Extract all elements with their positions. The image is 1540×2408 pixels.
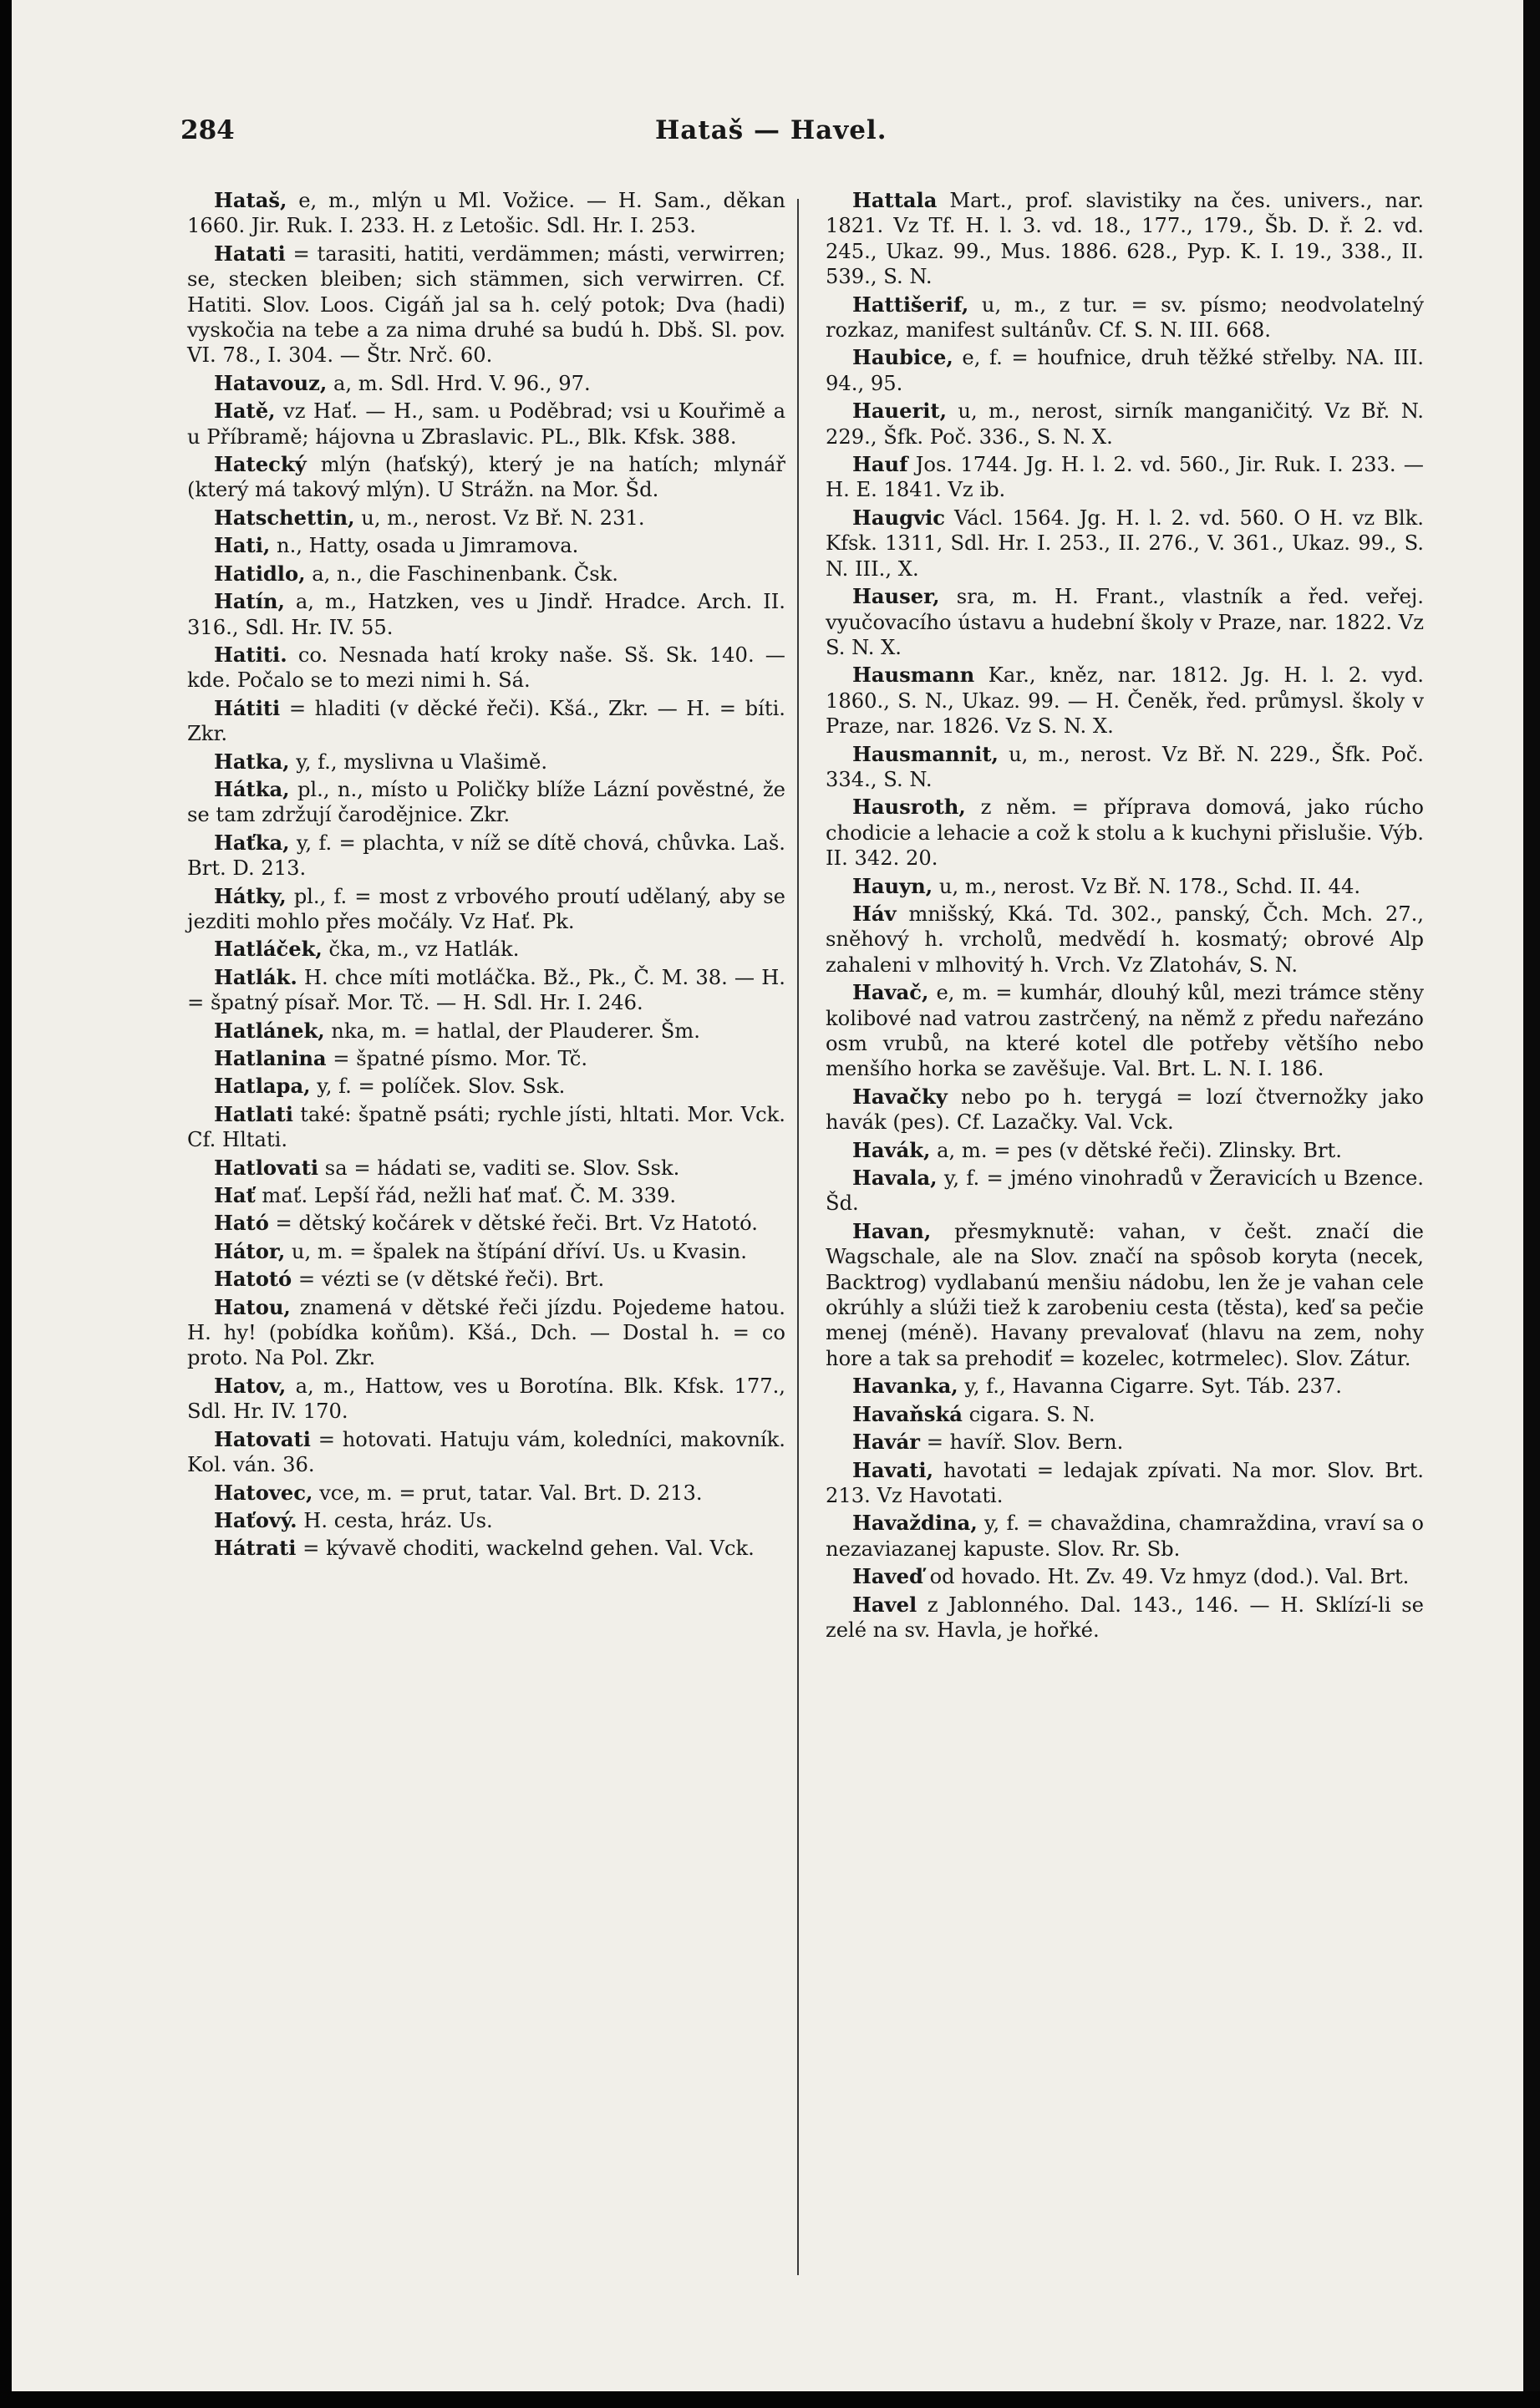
dictionary-entry <box>187 884 785 935</box>
dictionary-entry <box>187 533 785 558</box>
dictionary-entry <box>826 1219 1424 1371</box>
dictionary-entry <box>826 1511 1424 1562</box>
entry-headword: Hatlapa, <box>214 1074 311 1099</box>
dictionary-entry <box>187 1295 785 1371</box>
entry-headword: Hatiti. <box>214 642 287 667</box>
entry-headword: Háv <box>852 901 897 926</box>
dictionary-entry <box>826 292 1424 343</box>
dictionary-entry <box>826 1564 1424 1589</box>
entry-headword: Hatláček, <box>214 937 323 962</box>
entry-headword: Hausmannit, <box>852 741 999 766</box>
dictionary-entry <box>826 1402 1424 1427</box>
entry-definition: mlýn (haťský), který je na hatích; mlynář (který má takový mlýn). U Strážn. na Mor. Šd. <box>187 453 785 502</box>
entry-definition: a, n., die Faschinenbank. Čsk. <box>305 561 618 586</box>
entry-definition: = špatné písmo. Mor. Tč. <box>326 1047 588 1070</box>
dictionary-entry <box>187 1019 785 1044</box>
dictionary-entry <box>187 589 785 640</box>
entry-definition: přesmyknutě: vahan, v češt. značí die Wagschale, ale na Slov. značí na spôsob koryta (necek, Backtrog) vydlabanú menšiu nádobu, len že je vahan cele okrúhly a slúži tiež k zarobeniu cesta (těsta), keď sa pečie menej (méně). Havany prevalovať (hlavu na zem, nohy hore a tak sa prehodiť = kozelec, kotrmelec). Slov. Zátur. <box>826 1219 1424 1370</box>
entry-headword: Hausmann <box>852 663 975 688</box>
dictionary-entry <box>826 1085 1424 1135</box>
dictionary-entry <box>826 980 1424 1082</box>
entry-definition: y, f., Havanna Cigarre. Syt. Táb. 237. <box>958 1374 1342 1399</box>
dictionary-entry <box>187 1267 785 1292</box>
entry-headword: Hatotó <box>214 1267 292 1292</box>
dictionary-entry <box>826 742 1424 793</box>
entry-definition: u, m., nerost, sirník manganičitý. Vz Bř. N. 229., Šfk. Poč. 336., S. N. X. <box>826 399 1424 449</box>
entry-definition: znamená v dětské řeči jízdu. Pojedeme hatou. H. hy! (pobídka koňům). Kšá., Dch. — Dostal h. = co proto. Na Pol. Zkr. <box>187 1295 785 1370</box>
dictionary-entry <box>187 643 785 693</box>
entry-headword: Hatka, <box>214 749 290 774</box>
entry-headword: Havaždina, <box>852 1511 978 1536</box>
dictionary-entry <box>826 345 1424 396</box>
entry-headword: Haveď <box>852 1564 923 1589</box>
entry-headword: Havač, <box>852 980 929 1005</box>
entry-definition: e, f. = houfnice, druh těžké střelby. NA. III. 94., 95. <box>826 346 1424 395</box>
entry-definition: havotati = ledajak zpívati. Na mor. Slov. Brt. 213. Vz Havotati. <box>826 1458 1424 1507</box>
entry-headword: Hauyn, <box>852 873 933 898</box>
entry-headword: Hatín, <box>214 589 285 614</box>
dictionary-entry <box>187 241 785 368</box>
dictionary-entry <box>187 188 785 239</box>
entry-headword: Hausroth, <box>852 795 966 820</box>
entry-definition: Kar., kněz, nar. 1812. Jg. H. l. 2. vyd. 1860., S. N., Ukaz. 99. — H. Čeněk, řed. průmysl. školy v Praze, nar. 1826. Vz S. N. X. <box>826 663 1424 739</box>
entry-definition: = hotovati. Hatuju vám, koledníci, makovník. Kol. ván. 36. <box>187 1427 785 1477</box>
dictionary-entry <box>187 1508 785 1533</box>
entry-definition: vz Hať. — H., sam. u Poděbrad; vsi u Kouřimě a u Příbramě; hájovna u Zbraslavic. PL., Blk. Kfsk. 388. <box>187 399 785 449</box>
dictionary-entry <box>187 749 785 775</box>
column-divider <box>797 199 799 2275</box>
entry-headword: Hatlovati <box>214 1155 319 1180</box>
entry-definition: a, m., Hatzken, ves u Jindř. Hradce. Arch. II. 316., Sdl. Hr. IV. 55. <box>187 590 785 639</box>
dictionary-entry <box>187 1536 785 1561</box>
entry-definition: nka, m. = hatlal, der Plauderer. Šm. <box>324 1019 700 1043</box>
dictionary-entry <box>187 1211 785 1236</box>
entry-headword: Hatou, <box>214 1294 291 1319</box>
entry-headword: Hatov, <box>214 1373 287 1398</box>
entry-definition: = hladiti (v děcké řeči). Kšá., Zkr. — H. = bíti. Zkr. <box>187 696 785 746</box>
dictionary-entry <box>187 1239 785 1264</box>
entry-definition: n., Hatty, osada u Jimramova. <box>270 534 579 558</box>
page-number: 284 <box>180 115 235 145</box>
dictionary-entry <box>187 831 785 881</box>
entry-definition: od hovado. Ht. Zv. 49. Vz hmyz (dod.). Val. Brt. <box>922 1565 1410 1589</box>
dictionary-entry <box>826 874 1424 899</box>
entry-headword: Hatlanina <box>214 1046 327 1070</box>
entry-definition: y, f. = plachta, v níž se dítě chová, chůvka. Laš. Brt. D. 213. <box>187 831 785 881</box>
entry-headword: Hátiti <box>214 695 281 720</box>
dictionary-entry <box>187 399 785 450</box>
entry-definition: u, m. = špalek na štípání dříví. Us. u Kvasin. <box>285 1239 747 1263</box>
dictionary-entry <box>826 584 1424 660</box>
entry-headword: Hatavouz, <box>214 370 328 395</box>
entry-definition: y, f. = jméno vinohradů v Žeravicích u Bzence. Šd. <box>826 1166 1424 1216</box>
entry-headword: Hatovec, <box>214 1480 313 1505</box>
dictionary-entry <box>187 452 785 503</box>
entry-definition: cigara. S. N. <box>962 1402 1095 1426</box>
dictionary-entry <box>187 965 785 1016</box>
entry-headword: Hattala <box>852 188 938 212</box>
entry-headword: Hatecký <box>214 452 307 477</box>
entry-headword: Havačky <box>852 1084 948 1109</box>
dictionary-entry <box>826 399 1424 450</box>
entry-headword: Hauf <box>852 452 908 477</box>
dictionary-entry <box>187 1156 785 1181</box>
entry-definition: pl., n., místo u Poličky blíže Lázní pověstné, že se tam zdržují čarodějnice. Zkr. <box>187 777 785 827</box>
entry-definition: e, m. = kumhár, dlouhý kůl, mezi trámce stěny kolibové nad vatrou zastrčený, na němž z předu nařezáno osm vrubů, na které kotel dle potřeby většího nebo menšího horka se zavěšuje. Val. Brt. L. N. I. 186. <box>826 981 1424 1081</box>
entry-definition: mať. Lepší řád, nežli hať mať. Č. M. 339. <box>255 1184 677 1208</box>
dictionary-entry <box>826 1374 1424 1399</box>
scan-edge <box>1523 0 1540 2391</box>
dictionary-entry <box>187 1427 785 1478</box>
entry-definition: pl., f. = most z vrbového proutí udělaný, aby se jezditi mohlo přes močály. Vz Hať. Pk. <box>187 884 785 933</box>
entry-headword: Hatě, <box>214 399 276 424</box>
entry-headword: Hati, <box>214 533 271 558</box>
entry-headword: Hatidlo, <box>214 561 306 586</box>
entry-headword: Hať <box>214 1183 256 1208</box>
dictionary-entry <box>187 696 785 747</box>
entry-definition: = dětský kočárek v dětské řeči. Brt. Vz Hatotó. <box>268 1212 758 1236</box>
entry-headword: Havala, <box>852 1166 938 1191</box>
entry-headword: Hátor, <box>214 1238 286 1263</box>
entry-headword: Haťový. <box>214 1507 297 1532</box>
dictionary-entry <box>187 561 785 587</box>
dictionary-entry <box>187 1046 785 1071</box>
entry-definition: sra, m. H. Frant., vlastník a řed. veřej. vyučovacího ústavu a hudební školy v Praze, nar. 1822. Vz S. N. X. <box>826 585 1424 659</box>
entry-definition: vce, m. = prut, tatar. Val. Brt. D. 213. <box>313 1481 703 1505</box>
entry-definition: y, f. = chavaždina, chamraždina, vraví sa o nezaviazanej kapuste. Slov. Rr. Sb. <box>826 1511 1424 1561</box>
entry-definition: u, m., z tur. = sv. písmo; neodvolatelný rozkaz, manifest sultánův. Cf. S. N. III. 668. <box>826 292 1424 343</box>
entry-headword: Hatschettin, <box>214 505 355 530</box>
entry-headword: Havel <box>852 1592 917 1617</box>
dictionary-entry <box>187 777 785 828</box>
entry-headword: Havák, <box>852 1137 931 1162</box>
dictionary-entry <box>826 1593 1424 1643</box>
entry-definition: = havíř. Slov. Bern. <box>920 1430 1124 1455</box>
entry-headword: Hattišerif, <box>852 292 969 317</box>
dictionary-entry <box>826 1430 1424 1455</box>
entry-headword: Havár <box>852 1430 920 1455</box>
entry-definition: = vézti se (v dětské řeči). Brt. <box>292 1268 605 1292</box>
entry-definition: nebo po h. terygá = lozí čtvernožky jako havák (pes). Cf. Lazačky. Val. Vck. <box>826 1085 1424 1135</box>
entry-headword: Hatlati <box>214 1101 293 1126</box>
entry-headword: Havaňská <box>852 1401 963 1426</box>
left-column <box>187 188 785 1564</box>
entry-definition: a, m. Sdl. Hrd. V. 96., 97. <box>327 371 591 395</box>
dictionary-entry <box>187 1481 785 1506</box>
dictionary-entry <box>826 795 1424 871</box>
entry-definition: = kývavě choditi, wackelnd gehen. Val. Vck. <box>296 1537 755 1561</box>
entry-definition: Jos. 1744. Jg. H. l. 2. vd. 560., Jir. Ruk. I. 233. — H. E. 1841. Vz ib. <box>826 453 1424 502</box>
dictionary-entry <box>187 371 785 396</box>
dictionary-entry <box>826 505 1424 582</box>
entry-definition: z něm. = příprava domová, jako rúcho chodicie a lehacie a což k stolu a k kuchyni přislušie. Výb. II. 342. 20. <box>826 795 1424 871</box>
entry-headword: Havan, <box>852 1218 932 1243</box>
entry-definition: u, m., nerost. Vz Bř. N. 229., Šfk. Poč. 334., S. N. <box>826 742 1424 791</box>
dictionary-entry <box>826 902 1424 978</box>
dictionary-entry <box>826 1138 1424 1163</box>
dictionary-page <box>12 0 1526 2391</box>
entry-definition: u, m., nerost. Vz Bř. N. 178., Schd. II. 44. <box>933 874 1361 898</box>
right-column <box>826 188 1424 1645</box>
entry-definition: a, m., Hattow, ves u Borotína. Blk. Kfsk. 177., Sdl. Hr. IV. 170. <box>187 1374 785 1424</box>
entry-headword: Hauerit, <box>852 399 948 424</box>
entry-headword: Hatlánek, <box>214 1018 325 1043</box>
entry-headword: Havanka, <box>852 1374 958 1399</box>
entry-definition: Mart., prof. slavistiky na čes. univers., nar. 1821. Vz Tf. H. l. 3. vd. 18., 177., 179., Šb. D. ř. 2. vd. 245., Ukaz. 99., Mus. 1886. 628., Pyp. K. I. 19., 338., II. 539., S. N. <box>826 189 1424 289</box>
dictionary-entry <box>826 1166 1424 1217</box>
dictionary-entry <box>826 663 1424 739</box>
entry-headword: Hauser, <box>852 584 940 609</box>
dictionary-entry <box>187 505 785 531</box>
entry-definition: a, m. = pes (v dětské řeči). Zlinsky. Brt. <box>930 1138 1342 1162</box>
dictionary-entry <box>187 937 785 962</box>
entry-definition: u, m., nerost. Vz Bř. N. 231. <box>354 505 645 530</box>
entry-headword: Haubice, <box>852 345 953 370</box>
dictionary-entry <box>187 1074 785 1099</box>
dictionary-entry <box>187 1183 785 1208</box>
dictionary-entry <box>826 188 1424 290</box>
entry-definition: co. Nesnada hatí kroky naše. Sš. Sk. 140. — kde. Počalo se to mezi nimi h. Sá. <box>187 643 785 693</box>
entry-definition: y, f., myslivna u Vlašimě. <box>289 749 548 774</box>
entry-headword: Hatovati <box>214 1426 311 1451</box>
entry-definition: = tarasiti, hatiti, verdämmen; másti, verwirren; se, stecken bleiben; sich stämmen, sich verwirren. Cf. Hatiti. Slov. Loos. Cigáň jal sa h. celý potok; Dva (hadi) vyskočia na tebe a za nima druhé sa budú h. Dbš. Sl. pov. VI. 78., I. 304. — Štr. Nrč. 60. <box>187 241 785 368</box>
entry-definition: mnišský, Kká. Td. 302., panský, Čch. Mch. 27., sněhový h. vrcholů, medvědí h. kosmatý; obrové Alp zahaleni v mlhovitý h. Vrch. Vz Zlatoháv, S. N. <box>826 902 1424 977</box>
entry-definition: H. cesta, hráz. Us. <box>297 1508 493 1532</box>
entry-headword: Haťka, <box>214 830 290 855</box>
entry-definition: e, m., mlýn u Ml. Vožice. — H. Sam., děkan 1660. Jir. Ruk. I. 233. H. z Letošic. Sdl. Hr. I. 253. <box>187 189 785 238</box>
entry-definition: H. chce míti motláčka. Bž., Pk., Č. M. 38. — H. = špatný písař. Mor. Tč. — H. Sdl. Hr. I. 246. <box>187 965 785 1015</box>
entry-definition: čka, m., vz Hatlák. <box>322 937 520 962</box>
entry-definition: y, f. = políček. Slov. Ssk. <box>310 1074 566 1099</box>
dictionary-entry <box>826 1458 1424 1509</box>
entry-headword: Havati, <box>852 1457 934 1482</box>
entry-headword: Hátka, <box>214 776 290 801</box>
entry-definition: také: špatně psáti; rychle jísti, hltati. Mor. Vck. Cf. Hltati. <box>187 1102 785 1152</box>
entry-headword: Hátrati <box>214 1536 297 1561</box>
running-head: Hataš — Havel. <box>655 115 887 145</box>
entry-definition: z Jablonného. Dal. 143., 146. — H. Sklízí-li se zelé na sv. Havla, je hořké. <box>826 1593 1424 1642</box>
entry-headword: Hataš, <box>214 188 287 212</box>
entry-headword: Ható <box>214 1211 269 1236</box>
entry-headword: Hátky, <box>214 883 287 908</box>
dictionary-entry <box>187 1102 785 1153</box>
dictionary-entry <box>187 1374 785 1425</box>
entry-headword: Hatlák. <box>214 964 297 989</box>
dictionary-entry <box>826 452 1424 503</box>
entry-definition: Václ. 1564. Jg. H. l. 2. vd. 560. O H. vz Blk. Kfsk. 1311, Sdl. Hr. I. 253., II. 276., V. 361., Ukaz. 99., S. N. III., X. <box>826 505 1424 581</box>
entry-headword: Haugvic <box>852 505 945 530</box>
entry-headword: Hatati <box>214 241 286 266</box>
entry-definition: sa = hádati se, vaditi se. Slov. Ssk. <box>318 1156 680 1180</box>
